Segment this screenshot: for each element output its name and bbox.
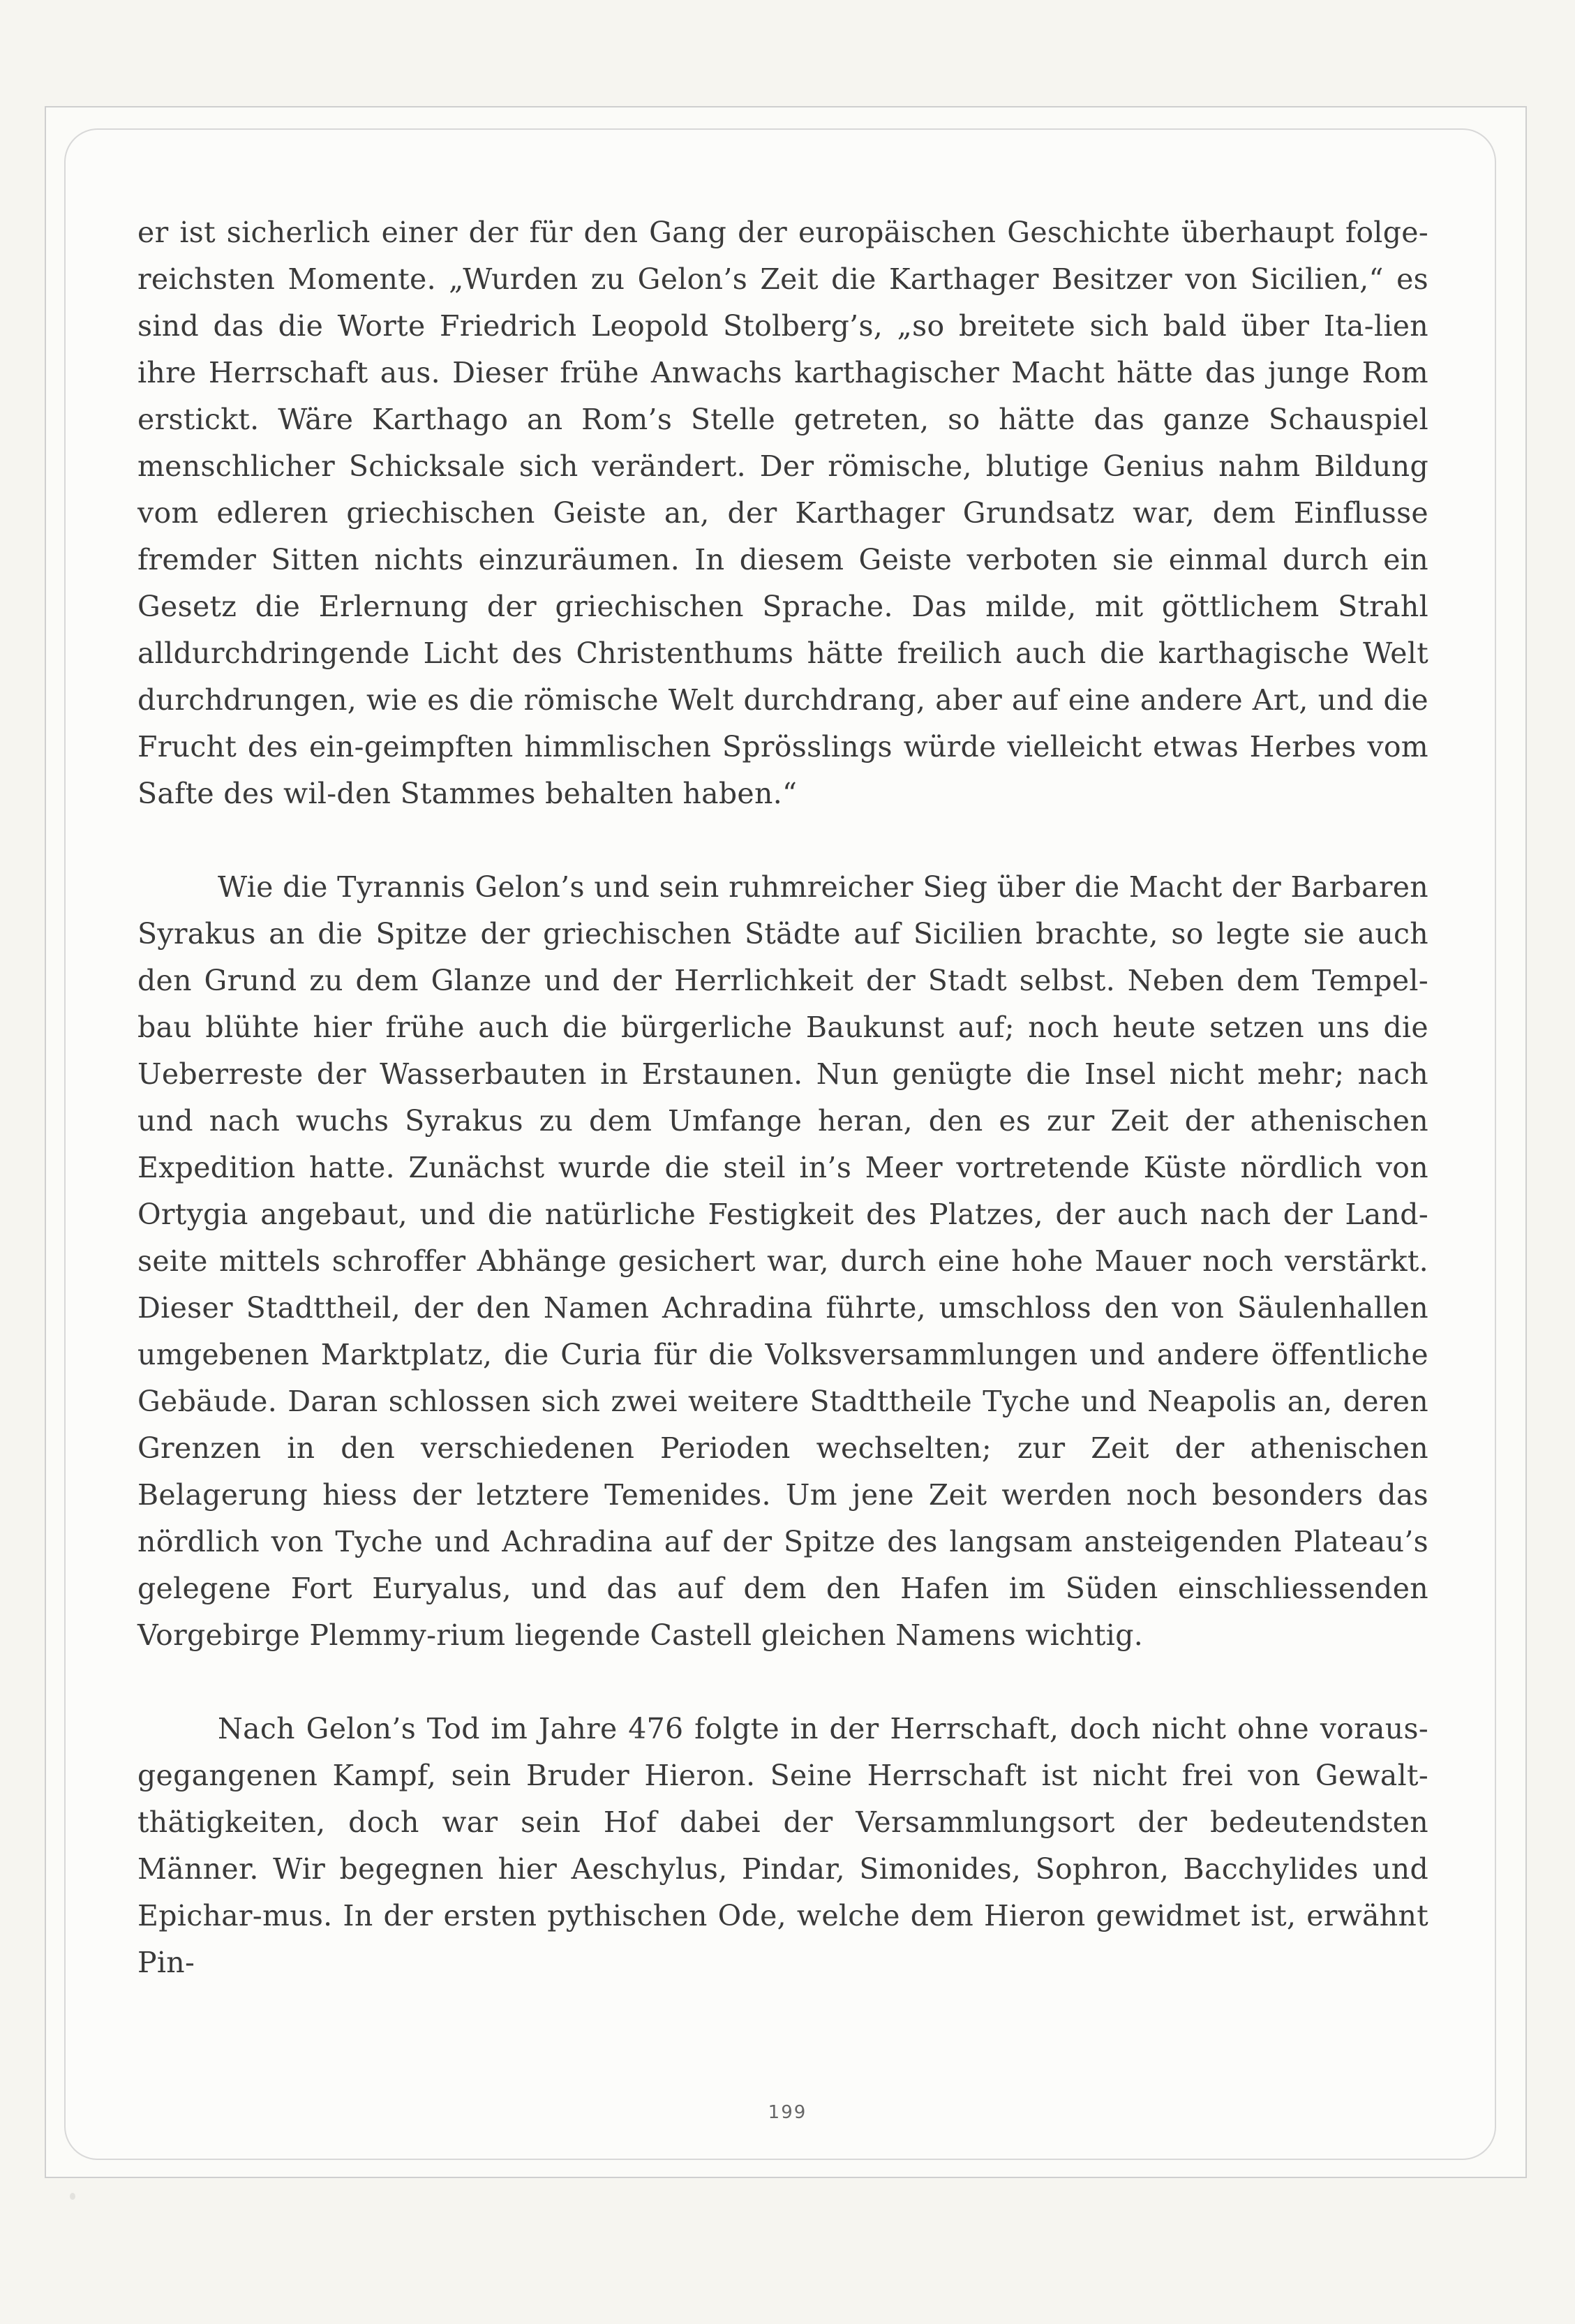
paper-speck [70, 2193, 75, 2200]
body-text [137, 209, 1428, 1986]
page-number: 199 [768, 2102, 807, 2123]
paragraph-2: Wie die Tyrannis Gelon’s und sein ruhmreicher Sieg über die Macht der Barbaren Syrakus an die Spitze der griechischen Städte auf Sicilien brachte, so legte sie auch den Grund zu dem Glanze und der Herrlichkeit der Stadt selbst. Neben dem Tempel-bau blühte hier frühe auch die bürgerliche Baukunst auf; noch heute setzen uns die Ueberreste der Wasserbauten in Erstaunen. Nun genügte die Insel nicht mehr; nach und nach wuchs Syrakus zu dem Umfange heran, den es zur Zeit der athenischen Expedition hatte. Zunächst wurde die steil in’s Meer vortretende Küste nördlich von Ortygia angebaut, und die natürliche Festigkeit des Platzes, der auch nach der Land-seite mittels schroffer Abhänge gesichert war, durch eine hohe Mauer noch verstärkt. Dieser Stadttheil, der den Namen Achradina führte, umschloss den von Säulenhallen umgebenen Marktplatz, die Curia für die Volksversammlungen und andere öffentliche Gebäude. Daran schlossen sich zwei weitere Stadttheile Tyche und Neapolis an, deren Grenzen in den verschiedenen Perioden wechselten; zur Zeit der athenischen Belagerung hiess der letztere Temenides. Um jene Zeit werden noch besonders das nördlich von Tyche und Achradina auf der Spitze des langsam ansteigenden Plateau’s gelegene Fort Euryalus, und das auf dem den Hafen im Süden einschliessenden Vorgebirge Plemmy-rium liegende Castell gleichen Namens wichtig. [137, 870, 1428, 1652]
paragraph-1: er ist sicherlich einer der für den Gang der europäischen Geschichte überhaupt folge-reichsten Momente. „Wurden zu Gelon’s Zeit die Karthager Besitzer von Sicilien,“ es sind das die Worte Friedrich Leopold Stolberg’s, „so breitete sich bald über Ita-lien ihre Herrschaft aus. Dieser frühe Anwachs karthagischer Macht hätte das junge Rom erstickt. Wäre Karthago an Rom’s Stelle getreten, so hätte das ganze Schauspiel menschlicher Schicksale sich verändert. Der römische, blutige Genius nahm Bildung vom edleren griechischen Geiste an, der Karthager Grundsatz war, dem Einflusse fremder Sitten nichts einzuräumen. In diesem Geiste verboten sie einmal durch ein Gesetz die Erlernung der griechischen Sprache. Das milde, mit göttlichem Strahl alldurchdringende Licht des Christenthums hätte freilich auch die karthagische Welt durchdrungen, wie es die römische Welt durchdrang, aber auf eine andere Art, und die Frucht des ein-geimpften himmlischen Sprösslings würde vielleicht etwas Herbes vom Safte des wil-den Stammes behalten haben.“ [137, 216, 1428, 810]
paragraph-3: Nach Gelon’s Tod im Jahre 476 folgte in der Herrschaft, doch nicht ohne voraus-gegangenen Kampf, sein Bruder Hieron. Seine Herrschaft ist nicht frei von Gewalt-thätigkeiten, doch war sein Hof dabei der Versammlungsort der bedeutendsten Männer. Wir begegnen hier Aeschylus, Pindar, Simonides, Sophron, Bacchylides und Epichar-mus. In der ersten pythischen Ode, welche dem Hieron gewidmet ist, erwähnt Pin- [137, 1712, 1428, 1979]
